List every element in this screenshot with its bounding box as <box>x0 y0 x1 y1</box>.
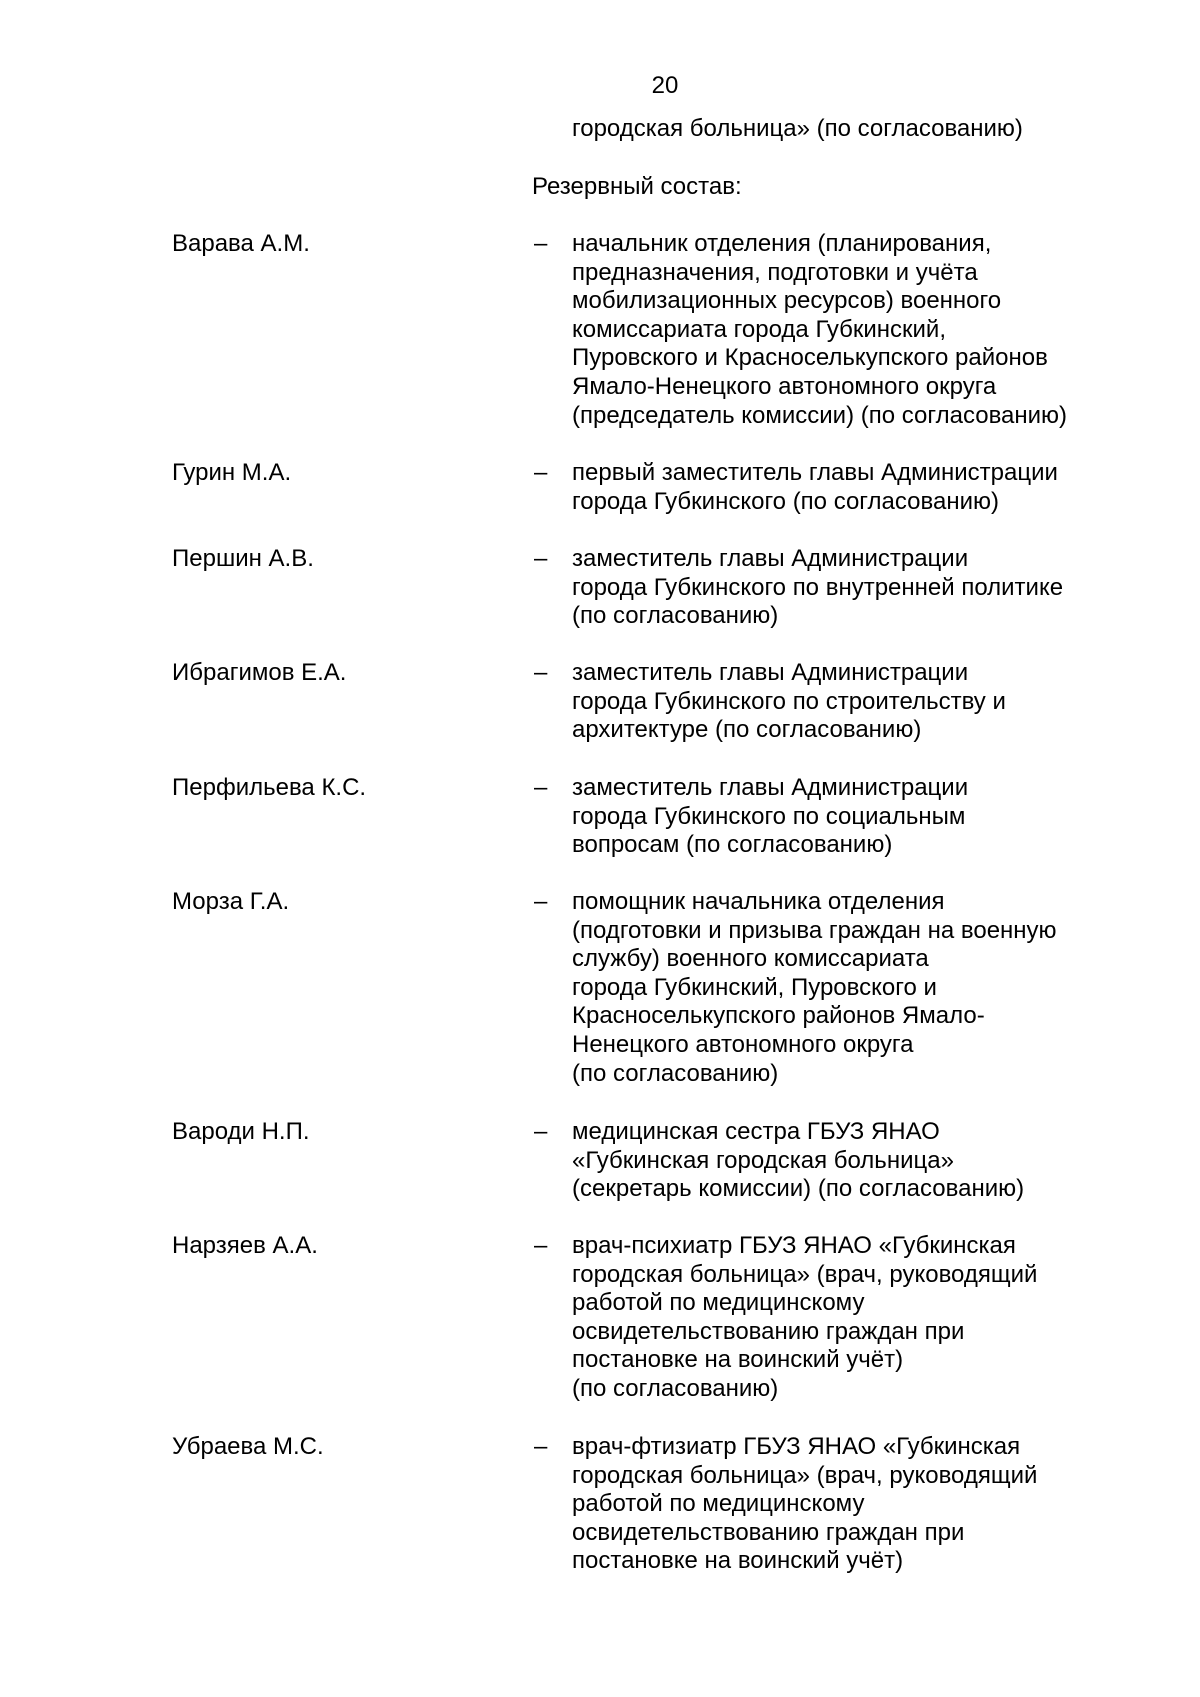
continuation-text: городская больница» (по согласованию) <box>572 115 1023 142</box>
member-dash: – <box>534 230 548 257</box>
member-dash: – <box>534 1232 548 1259</box>
member-dash: – <box>534 774 548 801</box>
member-name: Перфильева К.С. <box>172 774 367 801</box>
member-role: медицинская сестра ГБУЗ ЯНАО «Губкинская городская больница» (секретарь комиссии) (по согласованию) <box>572 1118 1025 1203</box>
member-role: врач-фтизиатр ГБУЗ ЯНАО «Губкинская городская больница» (врач, руководящий работой по медицинскому освидетельствованию граждан при постановке на воинский учёт) <box>572 1433 1038 1575</box>
member-name: Першин А.В. <box>172 545 314 572</box>
member-dash: – <box>534 659 548 686</box>
member-dash: – <box>534 1433 548 1460</box>
member-name: Нарзяев А.А. <box>172 1232 318 1259</box>
member-name: Вароди Н.П. <box>172 1118 310 1145</box>
member-role: помощник начальника отделения (подготовки и призыва граждан на военную службу) военного комиссариата города Губкинский, Пуровского и Красноселькупского районов Ямало- Ненецкого автономного округа (по согласованию) <box>572 888 1057 1087</box>
member-name: Варава А.М. <box>172 230 310 257</box>
page-number: 20 <box>651 72 679 99</box>
reserve-heading: Резервный состав: <box>532 173 742 200</box>
member-role: заместитель главы Администрации города Губкинского по внутренней политике (по согласованию) <box>572 545 1064 630</box>
member-name: Ибрагимов Е.А. <box>172 659 347 686</box>
member-role: начальник отделения (планирования, предназначения, подготовки и учёта мобилизационных ресурсов) военного комиссариата города Губкинский, Пуровского и Красноселькупского районов Ямало-Ненецкого автономного округа (председатель комиссии) (по согласованию) <box>572 230 1068 429</box>
member-role: первый заместитель главы Администрации города Губкинского (по согласованию) <box>572 459 1058 515</box>
member-dash: – <box>534 459 548 486</box>
member-role: заместитель главы Администрации города Губкинского по социальным вопросам (по согласованию) <box>572 774 969 859</box>
member-dash: – <box>534 545 548 572</box>
member-name: Морза Г.А. <box>172 888 290 915</box>
member-role: заместитель главы Администрации города Губкинского по строительству и архитектуре (по согласованию) <box>572 659 1006 744</box>
member-role: врач-психиатр ГБУЗ ЯНАО «Губкинская городская больница» (врач, руководящий работой по медицинскому освидетельствованию граждан при постановке на воинский учёт) (по согласованию) <box>572 1232 1038 1402</box>
member-name: Убраева М.С. <box>172 1433 324 1460</box>
member-dash: – <box>534 1118 548 1145</box>
member-dash: – <box>534 888 548 915</box>
member-name: Гурин М.А. <box>172 459 292 486</box>
